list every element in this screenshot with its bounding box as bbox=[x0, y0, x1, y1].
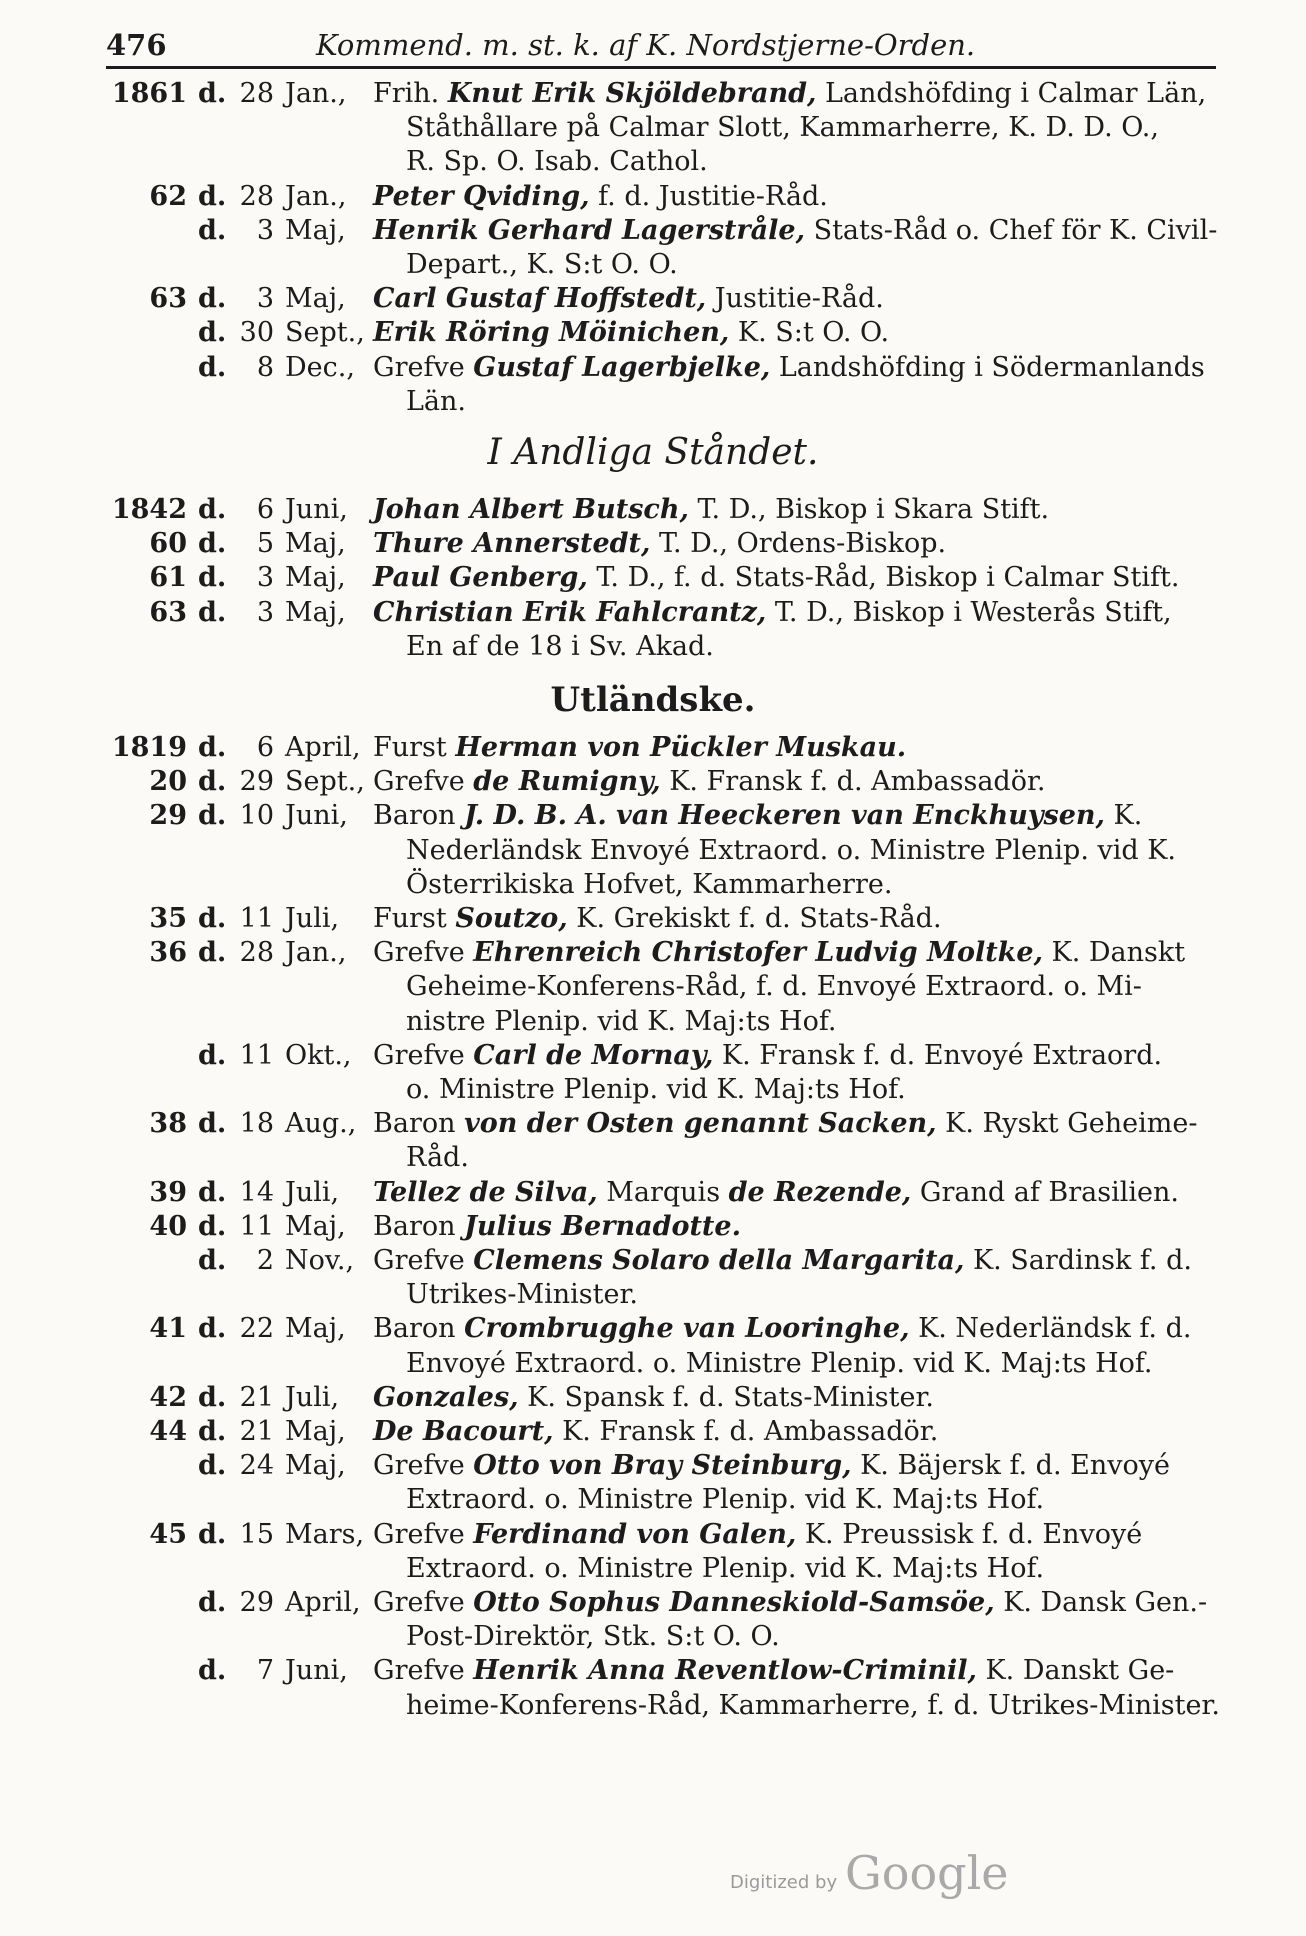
entry-d: d. bbox=[198, 562, 227, 594]
entry-d: d. bbox=[198, 1416, 227, 1447]
entry-d: d. bbox=[198, 1587, 227, 1618]
entry-text-line: Grefve Henrik Anna Reventlow-Criminil, K. Danskt Ge- bbox=[373, 1655, 1175, 1687]
entry-day: 22 bbox=[239, 1313, 274, 1345]
entry-month: Juni, bbox=[285, 494, 348, 525]
entry-d: d. bbox=[198, 1450, 227, 1482]
entry-year bbox=[102, 1038, 187, 1074]
entry-text-line: Län. bbox=[406, 385, 466, 417]
entry-text-line: Thure Annerstedt, T. D., Ordens-Biskop. bbox=[373, 528, 947, 560]
entry-d: d. bbox=[198, 766, 227, 798]
entry-year: 62 bbox=[149, 180, 187, 212]
entry-text-line: Baron J. D. B. A. van Heeckeren van Enckhuysen, K. bbox=[373, 800, 1143, 832]
entry-month: Juli, bbox=[285, 903, 340, 934]
entry-month: Maj, bbox=[285, 214, 346, 246]
entry-d: d. bbox=[198, 1655, 227, 1687]
entry-day: 2 bbox=[256, 1245, 274, 1276]
entry-text-line: Erik Röring Möinichen, K. S:t O. O. bbox=[373, 317, 890, 349]
entry-day: 15 bbox=[239, 1518, 274, 1550]
entry-year: 39 bbox=[149, 1176, 187, 1208]
entry-day: 6 bbox=[256, 494, 274, 525]
entry-d: d. bbox=[198, 351, 227, 383]
entry-day: 5 bbox=[256, 528, 274, 560]
entry-month: Maj, bbox=[285, 283, 346, 315]
entry-year: 44 bbox=[149, 1416, 187, 1447]
entry-text-line: Depart., K. S:t O. O. bbox=[406, 249, 678, 280]
entry-day: 24 bbox=[239, 1450, 274, 1482]
entry-text-line: Grefve Carl de Mornay, K. Fransk f. d. Envoyé Extraord. bbox=[373, 1039, 1163, 1071]
entry-text-line: Baron Crombrugghe van Looringhe, K. Nederländsk f. d. bbox=[373, 1313, 1192, 1345]
entry-month: Maj, bbox=[285, 596, 346, 628]
entry-year: 40 bbox=[149, 1210, 187, 1242]
entry-d: d. bbox=[198, 1245, 227, 1276]
entry-text-line: Furst Soutzo, K. Grekiskt f. d. Stats-Råd. bbox=[373, 903, 942, 934]
entry-text-line: Grefve Gustaf Lagerbjelke, Landshöfding i Södermanlands bbox=[373, 351, 1205, 383]
entry-d: d. bbox=[198, 937, 227, 969]
entry-text-line: Henrik Gerhard Lagerstråle, Stats-Råd o. Chef för K. Civil- bbox=[373, 214, 1218, 246]
entry-text-line: Johan Albert Butsch, T. D., Biskop i Skara Stift. bbox=[373, 494, 1050, 525]
entry-month: Maj, bbox=[285, 528, 346, 560]
entry-month: Juli, bbox=[285, 1176, 340, 1208]
entry-year: 38 bbox=[149, 1108, 187, 1140]
entry-day: 14 bbox=[239, 1176, 274, 1208]
entry-month: Mars, bbox=[285, 1518, 365, 1550]
entry-d: d. bbox=[198, 1210, 227, 1242]
entry-d: d. bbox=[198, 596, 227, 628]
entry-d: d. bbox=[198, 494, 227, 525]
entry-month: April, bbox=[285, 732, 361, 763]
entry-day: 10 bbox=[239, 800, 274, 832]
entry-text-line: R. Sp. O. Isab. Cathol. bbox=[406, 146, 708, 178]
entry-day: 11 bbox=[239, 903, 274, 934]
entry-year bbox=[102, 1243, 187, 1279]
entry-year: 36 bbox=[149, 937, 187, 969]
entry-month: Juli, bbox=[285, 1381, 340, 1413]
entry-text-line: heime-Konferens-Råd, Kammarherre, f. d. Utrikes-Minister. bbox=[406, 1689, 1220, 1721]
entry-day: 11 bbox=[239, 1210, 274, 1242]
entry-text-line: Gonzales, K. Spansk f. d. Stats-Minister. bbox=[373, 1381, 934, 1413]
entry-year bbox=[102, 1653, 187, 1689]
entry-month: Okt., bbox=[285, 1039, 352, 1071]
entry-year bbox=[102, 213, 187, 249]
header-rule bbox=[106, 66, 1216, 69]
entry-month: Nov., bbox=[285, 1245, 355, 1276]
entry-month: Maj, bbox=[285, 1210, 346, 1242]
entry-d: d. bbox=[198, 283, 227, 315]
entry-year bbox=[102, 1448, 187, 1484]
entry-text-line: Geheime-Konferens-Råd, f. d. Envoyé Extraord. o. Mi- bbox=[406, 971, 1142, 1003]
entry-text-line: Grefve Clemens Solaro della Margarita, K. Sardinsk f. d. bbox=[373, 1245, 1192, 1276]
entry-year: 29 bbox=[149, 800, 187, 832]
entry-month: Aug., bbox=[285, 1108, 357, 1140]
entry-day: 11 bbox=[239, 1039, 274, 1071]
entry-d: d. bbox=[198, 1518, 227, 1550]
entry-year: 60 bbox=[149, 528, 187, 560]
entry-year bbox=[102, 1585, 187, 1621]
entry-year: 63 bbox=[149, 596, 187, 628]
entry-day: 28 bbox=[239, 180, 274, 212]
entry-year bbox=[102, 315, 187, 351]
entry-text-line: nistre Plenip. vid K. Maj:ts Hof. bbox=[406, 1005, 837, 1037]
entry-month: Sept., bbox=[285, 766, 365, 798]
entry-day: 28 bbox=[239, 78, 274, 109]
entry-text-line: Envoyé Extraord. o. Ministre Plenip. vid K. Maj:ts Hof. bbox=[406, 1347, 1153, 1379]
google-logo: Google bbox=[845, 1846, 1009, 1900]
entry-text-line: En af de 18 i Sv. Akad. bbox=[406, 630, 714, 662]
entry-text-line: Carl Gustaf Hoffstedt, Justitie-Råd. bbox=[373, 283, 884, 315]
entry-day: 3 bbox=[256, 596, 274, 628]
entry-d: d. bbox=[198, 732, 227, 763]
entry-text-line: Christian Erik Fahlcrantz, T. D., Biskop i Westerås Stift, bbox=[373, 596, 1172, 628]
entry-text-line: Tellez de Silva, Marquis de Rezende, Grand af Brasilien. bbox=[373, 1176, 1179, 1208]
entry-text-line: Ståthållare på Calmar Slott, Kammarherre, K. D. D. O., bbox=[406, 112, 1159, 144]
entry-year: 61 bbox=[149, 562, 187, 594]
entry-month: Jan., bbox=[285, 937, 347, 969]
entry-d: d. bbox=[198, 1313, 227, 1345]
entry-day: 21 bbox=[239, 1416, 274, 1447]
entry-d: d. bbox=[198, 180, 227, 212]
entry-month: Maj, bbox=[285, 562, 346, 594]
entry-text-line: Grefve Ferdinand von Galen, K. Preussisk f. d. Envoyé bbox=[373, 1518, 1143, 1550]
entry-month: Juni, bbox=[285, 1655, 348, 1687]
entry-d: d. bbox=[198, 317, 227, 349]
entry-d: d. bbox=[198, 903, 227, 934]
entry-year: 20 bbox=[149, 766, 187, 798]
entry-day: 8 bbox=[256, 351, 274, 383]
entry-text-line: Grefve de Rumigny, K. Fransk f. d. Ambassadör. bbox=[373, 766, 1046, 798]
entry-year: 35 bbox=[149, 903, 187, 934]
entry-text-line: Paul Genberg, T. D., f. d. Stats-Råd, Biskop i Calmar Stift. bbox=[373, 562, 1180, 594]
entry-text-line: Utrikes-Minister. bbox=[406, 1279, 638, 1311]
entry-text-line: Baron von der Osten genannt Sacken, K. Ryskt Geheime- bbox=[373, 1108, 1198, 1140]
heading-utlandske: Utländske. bbox=[550, 680, 756, 720]
entry-text-line: Grefve Otto von Bray Steinburg, K. Bäjersk f. d. Envoyé bbox=[373, 1450, 1170, 1482]
entry-d: d. bbox=[198, 214, 227, 246]
entry-month: Sept., bbox=[285, 317, 365, 349]
entry-text-line: o. Ministre Plenip. vid K. Maj:ts Hof. bbox=[406, 1074, 906, 1105]
entry-month: April, bbox=[285, 1587, 361, 1618]
entry-month: Dec., bbox=[285, 351, 355, 383]
entry-day: 7 bbox=[256, 1655, 274, 1687]
entry-year: 42 bbox=[149, 1381, 187, 1413]
entry-d: d. bbox=[198, 1039, 227, 1071]
entry-day: 3 bbox=[256, 283, 274, 315]
entry-d: d. bbox=[198, 1108, 227, 1140]
entry-year: 45 bbox=[149, 1518, 187, 1550]
entry-month: Maj, bbox=[285, 1416, 346, 1447]
entry-year: 1842 bbox=[111, 494, 187, 525]
entry-month: Juni, bbox=[285, 800, 348, 832]
entry-day: 30 bbox=[239, 317, 274, 349]
entry-text-line: Baron Julius Bernadotte. bbox=[373, 1210, 741, 1242]
entry-text-line: Frih. Knut Erik Skjöldebrand, Landshöfding i Calmar Län, bbox=[373, 78, 1207, 109]
entry-text-line: Peter Qviding, f. d. Justitie-Råd. bbox=[373, 180, 828, 212]
entry-month: Jan., bbox=[285, 78, 347, 109]
entry-text-line: Råd. bbox=[406, 1142, 469, 1174]
entry-d: d. bbox=[198, 800, 227, 832]
entry-text-line: Extraord. o. Ministre Plenip. vid K. Maj:ts Hof. bbox=[406, 1484, 1045, 1516]
entry-day: 6 bbox=[256, 732, 274, 763]
entry-d: d. bbox=[198, 528, 227, 560]
entry-text-line: Grefve Otto Sophus Danneskiold-Samsöe, K. Dansk Gen.- bbox=[373, 1587, 1208, 1618]
entry-day: 29 bbox=[239, 766, 274, 798]
entry-text-line: Post-Direktör, Stk. S:t O. O. bbox=[406, 1621, 780, 1653]
entry-month: Maj, bbox=[285, 1450, 346, 1482]
entry-text-line: Extraord. o. Ministre Plenip. vid K. Maj:ts Hof. bbox=[406, 1552, 1045, 1584]
entry-month: Jan., bbox=[285, 180, 347, 212]
entry-text-line: Nederländsk Envoyé Extraord. o. Ministre Plenip. vid K. bbox=[406, 834, 1176, 866]
entry-text-line: Furst Herman von Pückler Muskau. bbox=[373, 732, 907, 763]
entry-day: 18 bbox=[239, 1108, 274, 1140]
entry-d: d. bbox=[198, 1381, 227, 1413]
entry-day: 28 bbox=[239, 937, 274, 969]
entry-day: 29 bbox=[239, 1587, 274, 1618]
entry-text-line: Grefve Ehrenreich Christofer Ludvig Moltke, K. Danskt bbox=[373, 937, 1186, 969]
entry-d: d. bbox=[198, 78, 227, 109]
entry-year: 1819 bbox=[111, 732, 187, 763]
digitized-by-label: Digitized by bbox=[730, 1872, 838, 1893]
entry-year: 63 bbox=[149, 283, 187, 315]
entry-day: 3 bbox=[256, 214, 274, 246]
entry-day: 21 bbox=[239, 1381, 274, 1413]
entry-year bbox=[102, 350, 187, 386]
entry-d: d. bbox=[198, 1176, 227, 1208]
entry-day: 3 bbox=[256, 562, 274, 594]
heading-andliga-standet: I Andliga Ståndet. bbox=[487, 432, 819, 473]
entry-text-line: Österrikiska Hofvet, Kammarherre. bbox=[406, 868, 893, 900]
running-title: Kommend. m. st. k. af K. Nordstjerne-Orden. bbox=[316, 28, 976, 62]
page-header bbox=[106, 20, 1216, 70]
entry-month: Maj, bbox=[285, 1313, 346, 1345]
entry-year: 1861 bbox=[111, 78, 187, 109]
entry-text-line: De Bacourt, K. Fransk f. d. Ambassadör. bbox=[373, 1416, 939, 1447]
page-number: 476 bbox=[106, 28, 167, 62]
entry-year: 41 bbox=[149, 1313, 187, 1345]
